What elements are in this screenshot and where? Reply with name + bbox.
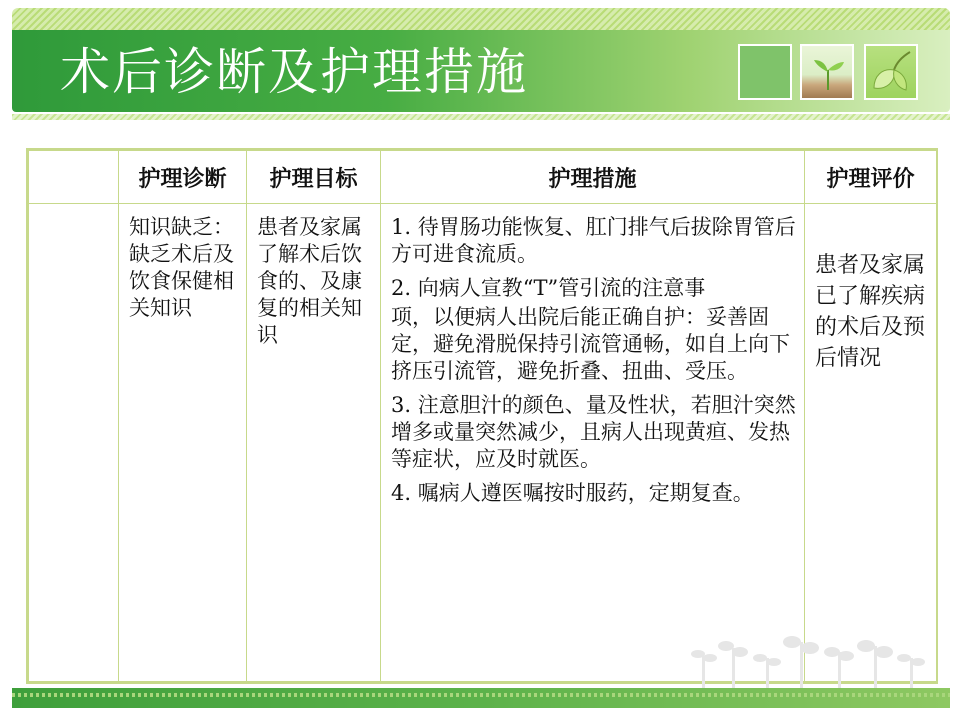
cell-blank <box>29 204 119 682</box>
header-diagnosis: 护理诊断 <box>119 151 247 204</box>
seedling-photo-icon <box>800 44 854 100</box>
header-measures: 护理措施 <box>381 151 805 204</box>
leaf-photo-icon <box>864 44 918 100</box>
table-header-row <box>29 151 937 204</box>
page-title: 术后诊断及护理措施 <box>60 43 528 101</box>
care-table <box>28 150 937 682</box>
bottom-stripe-pattern <box>12 693 950 697</box>
header-goal: 护理目标 <box>247 151 381 204</box>
measure-item: 4. 嘱病人遵医嘱按时服药，定期复查。 <box>391 481 754 505</box>
cell-goal: 患者及家属了解术后饮食的、及康复的相关知识 <box>247 204 381 682</box>
care-table-frame <box>26 148 938 684</box>
header-blank <box>29 151 119 204</box>
top-stripe <box>12 8 950 30</box>
decor-square-green <box>738 44 792 100</box>
header-evaluation: 护理评价 <box>805 151 937 204</box>
measure-item: 3. 注意胆汁的颜色、量及性状，若胆汁突然增多或量突然减少，且病人出现黄疸、发热等症状，应及时就医。 <box>391 393 796 471</box>
cell-measures <box>381 204 805 682</box>
table-row <box>29 204 937 682</box>
measure-item: 1. 待胃肠功能恢复、肛门排气后拔除胃管后方可进食流质。 <box>391 215 796 266</box>
plant-silhouette-decor <box>688 628 938 688</box>
cell-evaluation: 患者及家属已了解疾病的术后及预后情况 <box>805 204 937 682</box>
cell-diagnosis: 知识缺乏：缺乏术后及饮食保健相关知识 <box>119 204 247 682</box>
bottom-stripe <box>12 688 950 708</box>
measure-item: 项，以便病人出院后能正确自护：妥善固定，避免滑脱保持引流管通畅，如自上向下挤压引流管，避免折叠、扭曲、受压。 <box>391 305 790 383</box>
header-underline <box>12 114 950 120</box>
measure-item: 2. 向病人宣教“T”管引流的注意事 <box>391 276 706 300</box>
